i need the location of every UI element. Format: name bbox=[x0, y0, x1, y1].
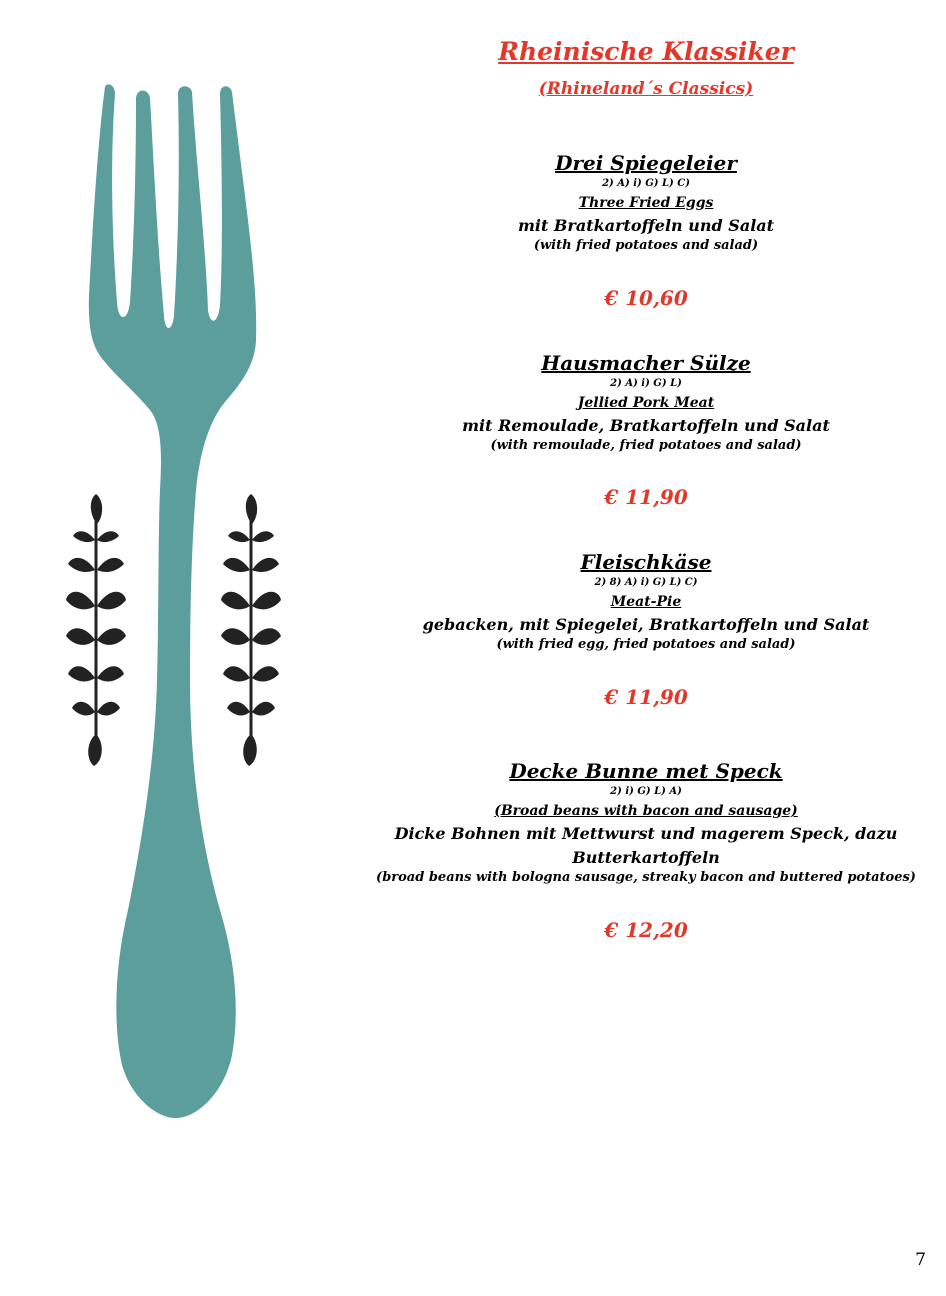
dish-price: € 10,60 bbox=[604, 286, 688, 310]
leaf-sprig-icon bbox=[66, 490, 126, 770]
dish-name-english: Jellied Pork Meat bbox=[577, 395, 715, 411]
dish-name: Fleischkäse bbox=[580, 550, 712, 574]
dish-name-english: Meat-Pie bbox=[610, 594, 682, 610]
dish-description: Butterkartoffeln bbox=[572, 848, 720, 867]
dish-description: Dicke Bohnen mit Mettwurst und magerem Speck, dazu bbox=[394, 824, 898, 843]
dish-description: gebacken, mit Spiegelei, Bratkartoffeln und Salat bbox=[422, 615, 870, 634]
dish-price: € 12,20 bbox=[604, 918, 688, 942]
dish-allergens: 2) A) i) G) L) bbox=[610, 378, 682, 389]
dish-name: Hausmacher Sülze bbox=[541, 351, 751, 375]
dish-name-english: Three Fried Eggs bbox=[578, 195, 714, 211]
menu-item bbox=[366, 350, 926, 455]
dish-allergens: 2) A) i) G) L) C) bbox=[602, 178, 690, 189]
menu-item bbox=[366, 758, 926, 887]
menu-section bbox=[366, 34, 926, 942]
page-number: 7 bbox=[915, 1250, 926, 1270]
leaf-sprig-icon bbox=[221, 490, 281, 770]
dish-description-english: (with fried potatoes and salad) bbox=[533, 238, 759, 253]
dish-price: € 11,90 bbox=[604, 685, 688, 709]
dish-price: € 11,90 bbox=[604, 485, 688, 509]
dish-allergens: 2) i) G) L) A) bbox=[610, 786, 682, 797]
dish-name: Drei Spiegeleier bbox=[555, 151, 737, 175]
section-subtitle: (Rhineland´s Classics) bbox=[538, 79, 754, 99]
dish-description-english: (with fried egg, fried potatoes and salad) bbox=[496, 637, 796, 652]
dish-name: Decke Bunne met Speck bbox=[509, 759, 783, 783]
dish-description: mit Remoulade, Bratkartoffeln und Salat bbox=[462, 416, 830, 435]
dish-description: mit Bratkartoffeln und Salat bbox=[517, 216, 775, 235]
dish-description-english: (broad beans with bologna sausage, streaky bacon and buttered potatoes) bbox=[376, 870, 916, 885]
dish-description-english: (with remoulade, fried potatoes and salad) bbox=[490, 438, 802, 453]
dish-allergens: 2) 8) A) i) G) L) C) bbox=[594, 577, 698, 588]
dish-name-english: (Broad beans with bacon and sausage) bbox=[494, 803, 798, 819]
section-title: Rheinische Klassiker bbox=[498, 37, 794, 66]
menu-item bbox=[366, 549, 926, 654]
menu-item bbox=[366, 150, 926, 255]
